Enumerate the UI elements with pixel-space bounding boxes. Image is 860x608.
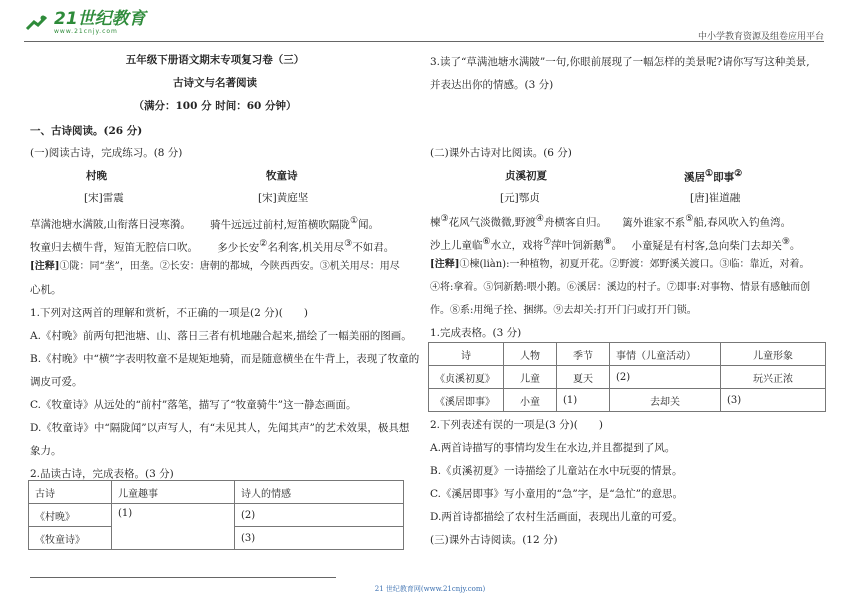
option-d-cont: 象力。 [30,445,62,457]
option-d: D.两首诗都描绘了农村生活画面，表现出儿童的可爱。 [430,511,683,523]
table-row [429,366,826,389]
option-d: D.《牧童诗》中“隔陇闻”以声写人，有“未见其人，先闻其声”的艺术效果，极具想 [30,422,410,434]
section-heading: 一、古诗阅读。(26 分) [30,125,143,137]
table-header: 儿童趣事 [112,481,235,504]
poem-line: 楝③花风气淡微微,野渡④舟横客自归。 篱外谁家不系⑤船,春风吹入钓鱼湾。 [430,214,792,229]
annotation: [注释]①楝(liàn):一种植物，初夏开花。②野渡：郊野溪关渡口。③临：靠近，对着。 [430,259,810,270]
option-b: B.《村晚》中“横”字表明牧童不是规矩地骑，而是随意横坐在牛背上，表现了牧童的 [30,353,420,365]
option-a: A.《村晚》前两句把池塘、山、落日三者有机地融合起来,描绘了一幅美丽的图画。 [30,330,412,342]
poem-line: 草满池塘水满陂,山衔落日浸寒漪。 骑牛远远过前村,短笛横吹隔陇①闻。 [30,216,380,231]
exam-score-time: （满分：100 分 时间：60 分钟） [133,100,297,112]
answer-blank[interactable]: (1) [557,389,610,412]
table-header: 事情（儿童活动） [610,343,721,366]
answer-blank[interactable]: (2) [610,366,721,389]
table-header: 诗 [429,343,504,366]
table-header-row [29,481,404,504]
poem-author: [宋]雷震 [84,192,124,204]
option-b-cont: 调皮可爱。 [30,376,83,388]
poem-line: 牧童归去横牛背，短笛无腔信口吹。 多少长安②名利客,机关用尽③不如君。 [30,239,395,254]
table-cell: 《溪居即事》 [429,389,504,412]
table-cell: 《村晚》 [29,504,112,527]
question-1: 1.下列对这两首的理解和赏析，不正确的一项是(2 分)( ) [30,307,308,319]
header-rule [24,41,824,42]
header-platform-text: 中小学教育资源及组卷应用平台 [697,32,824,42]
poem-line: 沙上儿童临⑥水立，戏将⑦萍叶饲新鹅⑧。 小童疑是有村客,急向柴门去却关⑨。 [430,237,801,252]
poem-author: [元]鄂贞 [500,192,540,204]
answer-blank[interactable]: (2) [235,504,404,527]
table-cell: 《牧童诗》 [29,527,112,550]
question-3-cont: 并表达出你的情感。(3 分) [430,79,554,91]
option-c: C.《牧童诗》从远处的“前村”落笔，描写了“牧童骑牛”这一静态画面。 [30,399,357,411]
poem-title: 溪居①即事② [684,169,743,184]
annotation-cont: 心机。 [30,284,62,296]
table-header: 季节 [557,343,610,366]
footer-rule [30,577,336,578]
poem-title: 牧童诗 [266,170,298,182]
table-row [29,504,404,527]
logo-text: 21世纪教育 [54,9,146,29]
poem-title: 村晚 [86,170,107,182]
option-b: B.《贞溪初夏》一诗描绘了儿童站在水中玩耍的情景。 [430,465,683,477]
annotation-cont: ④将:拿着。⑤饲新鹅:喂小鹅。⑥溪居：溪边的村子。⑦即事:对事物、情景有感触而创 [430,282,811,293]
runner-logo-icon [24,14,50,32]
table-cell: 夏天 [557,366,610,389]
exam-title: 五年级下册语文期末专项复习卷（三） [125,54,305,66]
table-header: 古诗 [29,481,112,504]
question-2: 2.下列表述有误的一项是(3 分)( ) [430,419,603,431]
table-cell: 小童 [504,389,557,412]
part-heading: (二)课外古诗对比阅读。(6 分) [430,147,572,159]
site-logo [24,10,146,35]
table-cell: 儿童 [504,366,557,389]
table-header: 诗人的情感 [235,481,404,504]
answer-blank[interactable]: (3) [235,527,404,550]
answer-blank[interactable]: (1) [112,504,235,550]
poem-author: [唐]崔道融 [690,192,741,204]
poem-table [28,480,404,550]
option-a: A.两首诗描写的事情均发生在水边,并且都提到了风。 [430,442,676,454]
table-header: 人物 [504,343,557,366]
compare-table [428,342,826,412]
exam-subtitle: 古诗文与名著阅读 [173,77,257,89]
table-row [429,389,826,412]
part-heading: (三)课外古诗阅读。(12 分) [430,534,558,546]
table-cell: 去却关 [610,389,721,412]
poem-title: 贞溪初夏 [505,170,547,182]
question-2: 2.品读古诗，完成表格。(3 分) [30,468,174,480]
annotation: [注释]①陇：同“垄”，田垄。②长安：唐朝的都城，今陕西西安。③机关用尽：用尽 [30,261,400,272]
table-header-row [429,343,826,366]
logo-url: www.21cnjy.com [54,28,118,35]
question-3: 3.读了“草满池塘水满陂”一句,你眼前展现了一幅怎样的美景呢?请你写写这种美景, [430,56,810,68]
footer-text: 21 世纪教育网(www.21cnjy.com) [374,585,486,593]
table-header: 儿童形象 [721,343,826,366]
part-heading: (一)阅读古诗，完成练习。(8 分) [30,147,183,159]
question-1: 1.完成表格。(3 分) [430,327,522,339]
table-cell: 《贞溪初夏》 [429,366,504,389]
option-c: C.《溪居即事》写小童用的“急”字，是“急忙”的意思。 [430,488,683,500]
poem-author: [宋]黄庭坚 [258,192,309,204]
answer-blank[interactable]: (3) [721,389,826,412]
table-cell: 玩兴正浓 [721,366,826,389]
annotation-cont: 作。⑧系:用绳子拴、捆绑。⑨去却关:打开门闩或打开门锁。 [430,305,697,316]
